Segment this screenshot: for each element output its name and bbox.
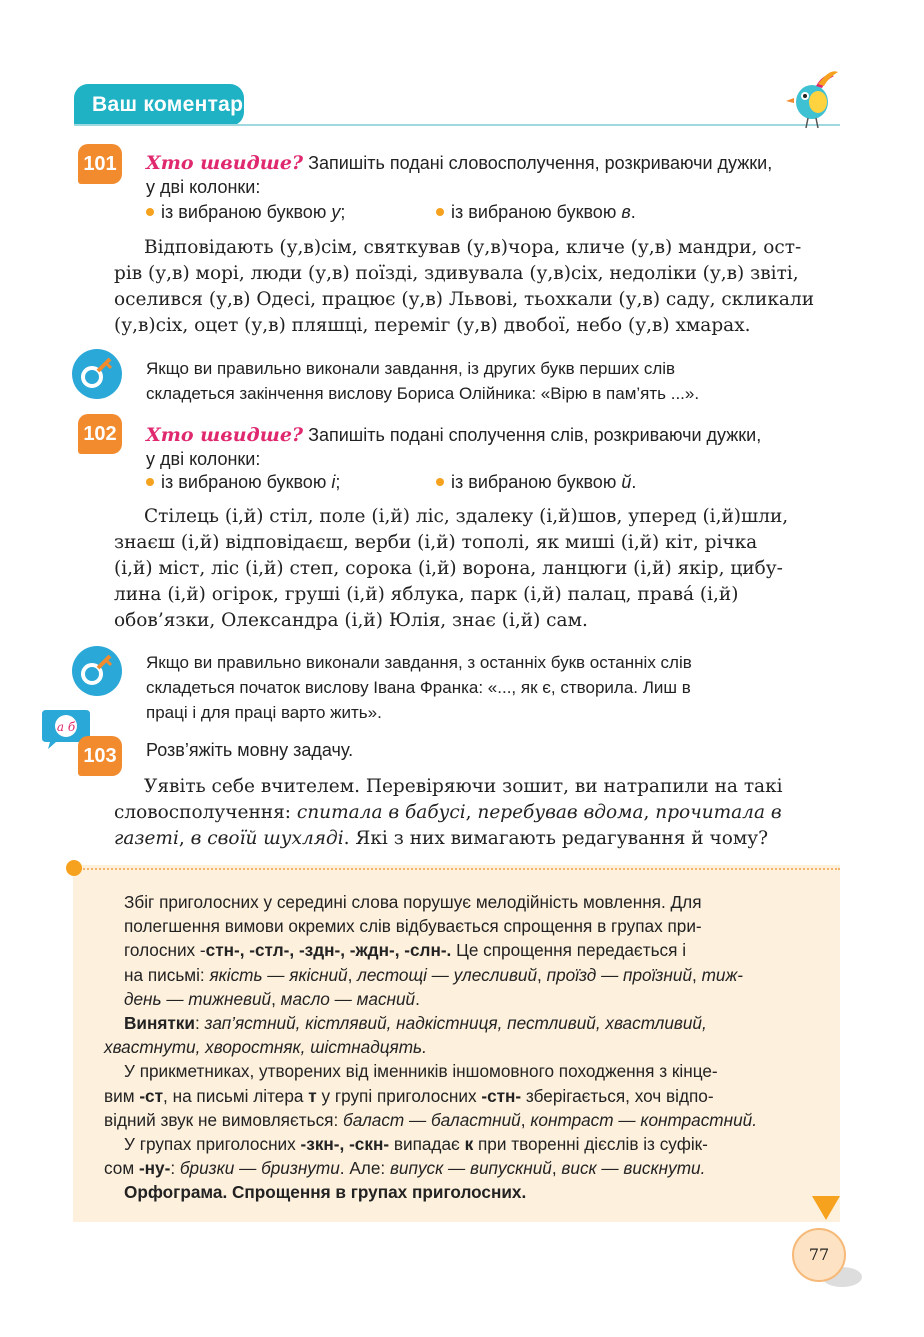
task-number-badge: 103 — [78, 736, 122, 776]
quick-label: Хто швидше? — [146, 152, 304, 174]
section-header-badge — [74, 84, 244, 126]
rule-line: голосних -стн-, -стл-, -здн-, -ждн-, -слн-. Це спрощення передається і — [124, 940, 687, 961]
key-icon — [72, 646, 122, 696]
key-icon — [72, 349, 122, 399]
text-line: (і,й) міст, ліс (і,й) степ, сорока (і,й) ворона, ланцюги (і,й) якір, цибу- — [114, 558, 783, 579]
quick-label: Хто швидше? — [146, 424, 304, 446]
rule-divider — [80, 868, 840, 870]
text-line: Стілець (і,й) стіл, поле (і,й) ліс, здалеку (і,й)шов, уперед (і,й)шли, — [144, 506, 789, 527]
rule-line: день — тижневий, масло — масний. — [124, 988, 420, 1009]
section-header-title: Ваш коментар — [92, 93, 244, 116]
rule-dot — [66, 860, 82, 876]
text-line: (у,в)сіх, оцет (у,в) пляшці, переміг (у,в) двобої, небо (у,в) хмарах. — [114, 315, 751, 336]
text-line: лина (і,й) огірок, груші (і,й) яблука, парк (і,й) палац, права́ (і,й) — [114, 584, 739, 605]
note-line: Якщо ви правильно виконали завдання, із других букв перших слів — [146, 359, 676, 378]
text-line: обов’язки, Олександра (і,й) Юлія, знає (і,й) сам. — [114, 610, 588, 631]
task-102-heading — [146, 423, 846, 471]
note-line: складеться закінчення вислову Бориса Олійника: «Вірю в пам’ять ...». — [146, 384, 700, 403]
task-instruction: Запишіть подані сполучення слів, розкриваючи дужки, — [308, 425, 762, 445]
text-line: знаєш (і,й) відповідаєш, верби (і,й) тополі, як миші (і,й) кіт, річка — [114, 532, 758, 553]
rule-line: хвастнути, хворостняк, шістнадцять. — [104, 1037, 427, 1058]
bird-icon — [782, 66, 842, 130]
text-line: рів (у,в) морі, люди (у,в) поїзді, здивувала (у,в)сіх, недоліки (у,в) звіті, — [114, 263, 799, 284]
note-line: складеться початок вислову Івана Франка: «..., як є, створила. Лиш в — [146, 678, 691, 697]
bullet-item: із вибраною буквою в. — [436, 202, 636, 222]
page-number: 77 — [792, 1228, 846, 1282]
rule-line: Збіг приголосних у середині слова порушує мелодійність мовлення. Для — [124, 892, 702, 912]
orthogram-line: Орфограма. Спрощення в групах приголосних. — [124, 1182, 527, 1203]
task-101-note — [146, 356, 840, 406]
text-line: Уявіть себе вчителем. Перевіряючи зошит, ви натрапили на такі — [144, 776, 783, 797]
task-103-instruction: Розв’яжіть мовну задачу. — [146, 740, 354, 760]
svg-text:а б: а б — [56, 720, 76, 734]
task-instruction-cont: у дві колонки: — [146, 177, 261, 197]
note-line: Якщо ви правильно виконали завдання, з останніх букв останніх слів — [146, 653, 692, 672]
text-line: словосполучення: спитала в бабусі, перебував вдома, прочитала в — [114, 802, 782, 823]
header-divider — [74, 124, 840, 126]
rule-line: вим -ст, на письмі літера т у групі приголосних -стн- зберігається, хоч відпо- — [104, 1085, 714, 1106]
rule-line: У групах приголосних -зкн-, -скн- випадає к при творенні дієслів із суфік- — [124, 1134, 708, 1155]
rule-text — [104, 890, 817, 1205]
task-103-text — [114, 774, 840, 852]
rule-line: Винятки: зап’ястний, кістлявий, надкістниця, пестливий, хвастливий, — [124, 1013, 707, 1034]
bullet-item: із вибраною буквою й. — [436, 472, 636, 492]
task-instruction-cont: у дві колонки: — [146, 449, 261, 469]
rule-line: полегшення вимови окремих слів відбувається спрощення в групах при- — [124, 916, 702, 937]
task-instruction: Запишіть подані словосполучення, розкриваючи дужки, — [308, 153, 773, 173]
task-number-badge: 102 — [78, 414, 122, 454]
text-line: Відповідають (у,в)сім, святкував (у,в)чора, кличе (у,в) мандри, ост- — [144, 237, 802, 258]
task-102-bullets — [146, 470, 846, 494]
rule-line: сом -ну-: бризки — бризнути. Але: випуск — випускний, виск — вискнути. — [104, 1158, 706, 1179]
rule-line: на письмі: якість — якісний, лестощі — улесливий, проїзд — проїзний, тиж- — [124, 964, 743, 985]
task-102-note — [146, 650, 840, 725]
task-101-heading — [146, 151, 846, 199]
note-line: праці і для праці варто жить». — [146, 703, 382, 722]
bullet-item: із вибраною буквою і; — [146, 470, 436, 494]
rule-line: У прикметниках, утворених від іменників іншомовного походження з кінце- — [124, 1061, 718, 1082]
text-line: газеті, в своїй шухляді. Які з них вимагають редагування й чому? — [114, 828, 769, 849]
corner-flag-icon — [812, 1196, 842, 1222]
task-number-badge: 101 — [78, 144, 122, 184]
bullet-item: із вибраною буквою у; — [146, 200, 436, 224]
rule-line: відний звук не вимовляється: баласт — баластний, контраст — контрастний. — [104, 1109, 757, 1130]
task-102-text — [114, 504, 840, 634]
task-101-bullets — [146, 200, 846, 224]
task-101-text — [114, 235, 840, 339]
text-line: оселився (у,в) Одесі, працює (у,в) Львові, тьохкали (у,в) саду, скликали — [114, 289, 815, 310]
